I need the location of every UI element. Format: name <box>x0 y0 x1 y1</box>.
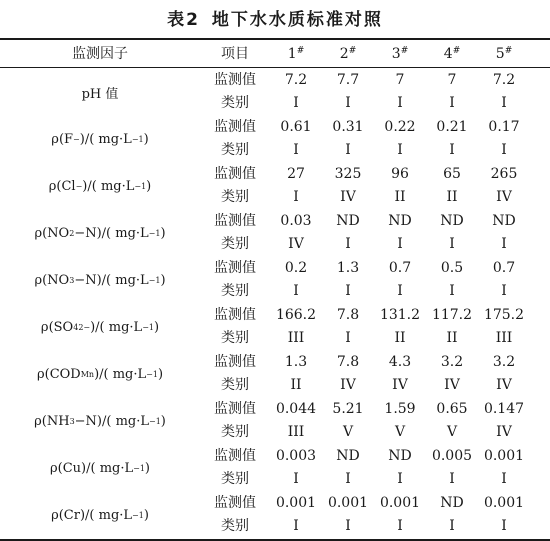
class-cell: I <box>345 283 351 299</box>
factor-cell: ρ (NO 2 −N)/( mg·L −1 ) <box>34 226 166 241</box>
value-cell: 0.2 <box>284 260 308 276</box>
row-label-value: 监测值 <box>214 354 256 370</box>
row-label-value: 监测值 <box>214 307 256 323</box>
header-site-5 <box>478 41 530 67</box>
value-cell: 166.2 <box>275 307 317 323</box>
value-cell: ND <box>440 213 464 229</box>
row-label-class: 类别 <box>221 236 249 252</box>
row-label-class: 类别 <box>221 330 249 346</box>
site-number: 2 <box>339 46 349 62</box>
factor-pre: pH 值 <box>81 87 119 102</box>
site-mark: # <box>348 46 357 56</box>
class-cell: I <box>449 283 455 299</box>
value-cell: 0.17 <box>488 119 520 135</box>
table-number: 表2 <box>167 10 200 30</box>
class-cell: I <box>345 330 351 346</box>
header-factor: 监测因子 <box>72 46 128 62</box>
factor-rho: ρ <box>34 226 43 241</box>
row-label-value: 监测值 <box>214 448 256 464</box>
class-cell: II <box>290 377 302 393</box>
class-cell: I <box>293 142 299 158</box>
value-cell: 7 <box>447 72 457 88</box>
value-cell: 3.2 <box>440 354 464 370</box>
class-cell: I <box>501 236 507 252</box>
class-cell: I <box>345 95 351 111</box>
factor-pre: (COD <box>44 367 81 382</box>
header-site-3 <box>374 41 426 67</box>
factor-cell: ρ (COD Mn )/( mg·L −1 ) <box>36 367 164 382</box>
value-cell: 0.5 <box>440 260 464 276</box>
class-cell: IV <box>496 189 512 205</box>
factor-close: ) <box>143 508 149 523</box>
value-cell: 0.65 <box>436 401 468 417</box>
factor-cell: ρ (SO 4 2− )/( mg·L −1 ) <box>40 320 160 335</box>
class-cell: I <box>345 142 351 158</box>
site-number: 4 <box>443 46 453 62</box>
class-cell: IV <box>496 377 512 393</box>
header-rule <box>0 67 550 68</box>
value-cell: 0.31 <box>332 119 364 135</box>
class-cell: I <box>449 471 455 487</box>
factor-rho: ρ <box>34 414 42 429</box>
factor-rho: ρ <box>48 179 57 194</box>
factor-close: ) <box>160 414 166 429</box>
value-cell: 0.001 <box>275 495 317 511</box>
factor-pre: (SO <box>48 320 74 335</box>
value-cell: 0.147 <box>483 401 525 417</box>
row-label-class: 类别 <box>221 283 249 299</box>
value-cell: ND <box>388 448 412 464</box>
factor-close: ) <box>146 179 152 194</box>
value-cell: ND <box>492 213 516 229</box>
class-cell: IV <box>392 377 408 393</box>
value-cell: 27 <box>287 166 305 182</box>
value-cell: 0.001 <box>327 495 369 511</box>
class-cell: II <box>446 189 458 205</box>
header-site-1 <box>270 41 322 67</box>
site-mark: # <box>296 46 305 56</box>
factor-close: ) <box>160 273 166 288</box>
factor-unit: )/( mg·L <box>79 508 133 523</box>
value-cell: 1.3 <box>336 260 360 276</box>
factor-rho: ρ <box>40 320 49 335</box>
class-cell: V <box>342 424 354 440</box>
class-cell: II <box>446 330 458 346</box>
factor-rho: ρ <box>51 132 59 147</box>
class-cell: I <box>449 236 455 252</box>
value-cell: ND <box>440 495 464 511</box>
value-cell: 3.2 <box>492 354 516 370</box>
factor-unit: )/( mg·L <box>82 179 135 194</box>
site-number: 1 <box>287 46 297 62</box>
factor-rho: ρ <box>49 461 58 476</box>
factor-pre: (Cl <box>56 179 76 194</box>
value-cell: 0.003 <box>275 448 317 464</box>
class-cell: III <box>287 424 305 440</box>
class-cell: II <box>394 330 406 346</box>
row-label-value: 监测值 <box>214 495 256 511</box>
class-cell: V <box>446 424 458 440</box>
row-label-class: 类别 <box>221 471 249 487</box>
class-cell: I <box>293 283 299 299</box>
value-cell: 7.7 <box>336 72 360 88</box>
factor-unit: )/( mg·L <box>94 367 147 382</box>
value-cell: ND <box>388 213 412 229</box>
row-label-class: 类别 <box>221 142 249 158</box>
header-site-4 <box>426 41 478 67</box>
factor-pre: (Cu <box>57 461 82 476</box>
value-cell: 1.3 <box>284 354 308 370</box>
value-cell: 7.8 <box>336 307 360 323</box>
value-cell: 4.3 <box>388 354 412 370</box>
factor-unit: )/( mg·L <box>90 320 143 335</box>
class-cell: I <box>397 283 403 299</box>
value-cell: ND <box>336 448 360 464</box>
class-cell: IV <box>340 189 356 205</box>
factor-cell <box>0 69 200 116</box>
value-cell: 5.21 <box>332 401 364 417</box>
site-mark: # <box>504 46 513 56</box>
top-rule <box>0 38 550 40</box>
value-cell: 175.2 <box>483 307 525 323</box>
value-cell: 7.2 <box>284 72 308 88</box>
value-cell: 0.044 <box>275 401 317 417</box>
factor-close: ) <box>157 367 164 382</box>
class-cell: I <box>293 471 299 487</box>
header-item: 项目 <box>221 46 249 62</box>
class-cell: V <box>394 424 406 440</box>
value-cell: 0.7 <box>492 260 516 276</box>
factor-cell: ρ (NO 3 −N)/( mg·L −1 ) <box>34 273 166 288</box>
class-cell: I <box>293 189 299 205</box>
factor-rho: ρ <box>36 367 45 382</box>
factor-pre: (NO <box>42 226 70 241</box>
class-cell: III <box>287 330 305 346</box>
value-cell: 325 <box>334 166 362 182</box>
row-label-class: 类别 <box>221 377 249 393</box>
value-cell: 0.7 <box>388 260 412 276</box>
class-cell: I <box>397 95 403 111</box>
class-cell: I <box>293 95 299 111</box>
value-cell: 96 <box>391 166 409 182</box>
class-cell: II <box>394 189 406 205</box>
value-cell: 0.001 <box>483 448 525 464</box>
row-label-class: 类别 <box>221 424 249 440</box>
class-cell: I <box>501 95 507 111</box>
class-cell: I <box>501 142 507 158</box>
factor-rho: ρ <box>51 508 59 523</box>
row-label-value: 监测值 <box>214 166 256 182</box>
factor-close: ) <box>143 132 149 147</box>
factor-pre: (Cr <box>58 508 80 523</box>
class-cell: I <box>449 95 455 111</box>
class-cell: I <box>501 471 507 487</box>
row-label-value: 监测值 <box>214 260 256 276</box>
class-cell: I <box>501 518 507 534</box>
factor-cell: ρ (NH 3 −N)/( mg·L −1 ) <box>34 414 166 429</box>
class-cell: I <box>397 471 403 487</box>
value-cell: 7 <box>395 72 405 88</box>
factor-rho: ρ <box>34 273 43 288</box>
class-cell: IV <box>288 236 304 252</box>
row-label-class: 类别 <box>221 518 249 534</box>
class-cell: I <box>397 236 403 252</box>
value-cell: 117.2 <box>431 307 473 323</box>
factor-pre: (NH <box>41 414 70 429</box>
site-number: 3 <box>391 46 401 62</box>
value-cell: 65 <box>443 166 461 182</box>
value-cell: 131.2 <box>379 307 421 323</box>
value-cell: 0.22 <box>384 119 416 135</box>
class-cell: III <box>495 330 513 346</box>
value-cell: 7.2 <box>492 72 516 88</box>
value-cell: ND <box>336 213 360 229</box>
class-cell: I <box>345 518 351 534</box>
value-cell: 0.21 <box>436 119 468 135</box>
value-cell: 265 <box>490 166 518 182</box>
factor-cell: ρ (Cr )/( mg·L −1 ) <box>51 508 149 523</box>
class-cell: I <box>449 142 455 158</box>
site-mark: # <box>452 46 461 56</box>
factor-unit: −N)/( mg·L <box>74 226 149 241</box>
value-cell: 0.001 <box>379 495 421 511</box>
class-cell: I <box>397 518 403 534</box>
class-cell: I <box>345 236 351 252</box>
value-cell: 0.61 <box>280 119 312 135</box>
value-cell: 1.59 <box>384 401 416 417</box>
class-cell: I <box>345 471 351 487</box>
class-cell: IV <box>444 377 460 393</box>
row-label-value: 监测值 <box>214 72 256 88</box>
row-label-class: 类别 <box>221 95 249 111</box>
site-mark: # <box>400 46 409 56</box>
factor-unit: −N)/( mg·L <box>74 414 149 429</box>
table-caption: 地下水水质标准对照 <box>211 10 383 30</box>
factor-pre: (NO <box>42 273 70 288</box>
value-cell: 7.8 <box>336 354 360 370</box>
factor-close: ) <box>153 320 160 335</box>
class-cell: IV <box>340 377 356 393</box>
factor-cell: ρ (Cl − )/( mg·L −1 ) <box>48 179 152 194</box>
class-cell: I <box>501 283 507 299</box>
factor-close: ) <box>144 461 150 476</box>
class-cell: I <box>397 142 403 158</box>
class-cell: I <box>449 518 455 534</box>
site-number: 5 <box>495 46 505 62</box>
value-cell: 0.03 <box>280 213 312 229</box>
factor-close: ) <box>160 226 166 241</box>
factor-unit: )/( mg·L <box>79 132 132 147</box>
class-cell: I <box>293 518 299 534</box>
row-label-value: 监测值 <box>214 213 256 229</box>
table-title <box>0 5 550 30</box>
factor-unit: −N)/( mg·L <box>74 273 149 288</box>
class-cell: IV <box>496 424 512 440</box>
value-cell: 0.005 <box>431 448 473 464</box>
value-cell: 0.001 <box>483 495 525 511</box>
header-site-2 <box>322 41 374 67</box>
factor-unit: )/( mg·L <box>81 461 134 476</box>
row-label-value: 监测值 <box>214 401 256 417</box>
factor-cell: ρ (Cu )/( mg·L −1 ) <box>49 461 150 476</box>
factor-cell: ρ (F − )/( mg·L −1 ) <box>51 132 149 147</box>
row-label-value: 监测值 <box>214 119 256 135</box>
factor-pre: (F <box>58 132 74 147</box>
row-label-class: 类别 <box>221 189 249 205</box>
